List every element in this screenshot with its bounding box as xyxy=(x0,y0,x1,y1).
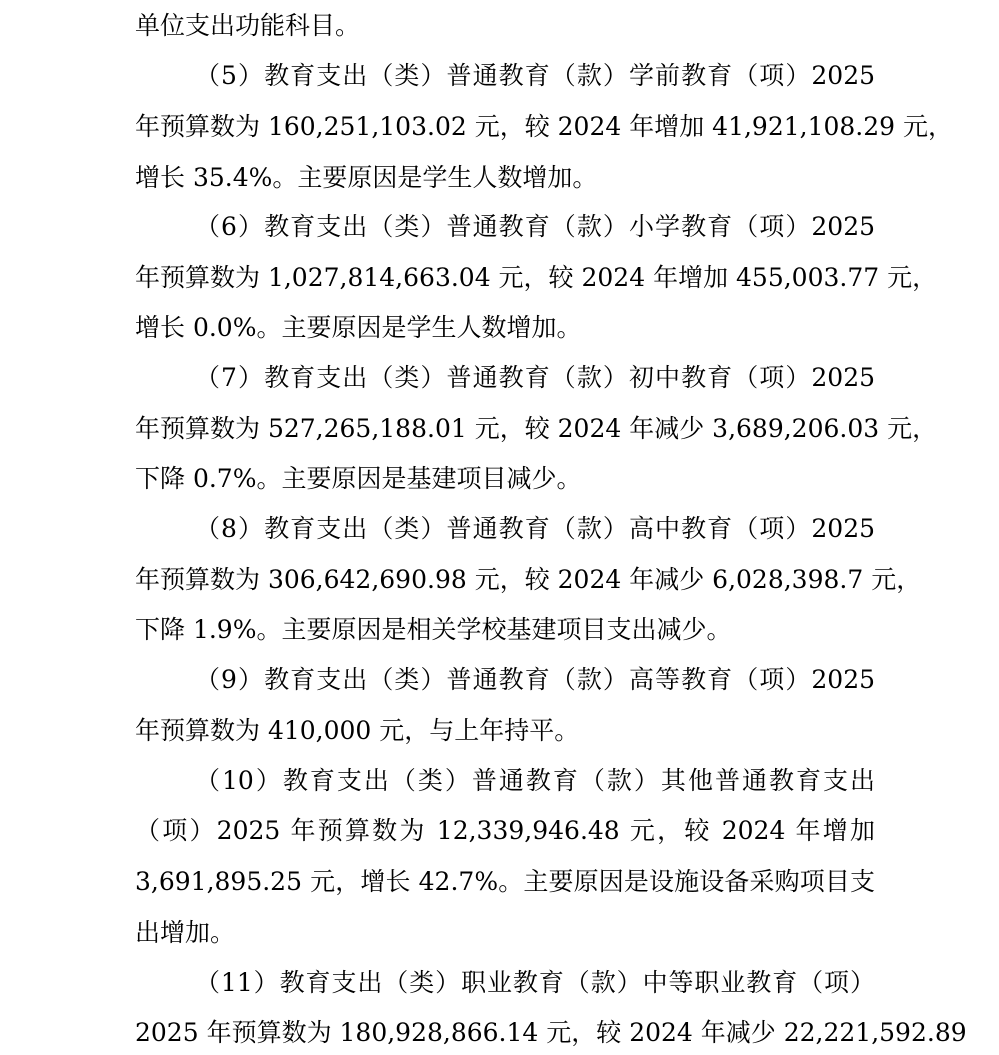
text-line: 单位支出功能科目。 xyxy=(135,11,361,40)
paragraph-5-heading: （5）教育支出（类）普通教育（款）学前教育（项）2025 xyxy=(195,61,875,90)
text-line: 下降 1.9%。主要原因是相关学校基建项目支出减少。 xyxy=(135,615,732,644)
paragraph-7-heading: （7）教育支出（类）普通教育（款）初中教育（项）2025 xyxy=(195,363,875,392)
text-line: 3,691,895.25 元，增长 42.7%。主要原因是设施设备采购项目支 xyxy=(135,867,875,896)
text-line: （项）2025 年预算数为 12,339,946.48 元，较 2024 年增加 xyxy=(135,816,875,845)
text-line: 2025 年预算数为 180,928,866.14 元，较 2024 年减少 22,221,592.89 xyxy=(135,1018,967,1047)
text-line: 增长 0.0%。主要原因是学生人数增加。 xyxy=(135,313,582,342)
text-line: 年预算数为 306,642,690.98 元，较 2024 年减少 6,028,398.7 元， xyxy=(135,565,922,594)
paragraph-10-heading: （10）教育支出（类）普通教育（款）其他普通教育支出 xyxy=(195,766,875,795)
paragraph-11-heading: （11）教育支出（类）职业教育（款）中等职业教育（项） xyxy=(195,968,875,997)
text-line: 年预算数为 1,027,814,663.04 元，较 2024 年增加 455,003.77 元， xyxy=(135,263,938,292)
paragraph-6-heading: （6）教育支出（类）普通教育（款）小学教育（项）2025 xyxy=(195,212,875,241)
text-line: 年预算数为 410,000 元，与上年持平。 xyxy=(135,716,580,745)
paragraph-8-heading: （8）教育支出（类）普通教育（款）高中教育（项）2025 xyxy=(195,514,875,543)
text-line: 下降 0.7%。主要原因是基建项目减少。 xyxy=(135,464,582,493)
paragraph-9-heading: （9）教育支出（类）普通教育（款）高等教育（项）2025 xyxy=(195,665,875,694)
text-line: 年预算数为 527,265,188.01 元，较 2024 年减少 3,689,206.03 元， xyxy=(135,414,938,443)
text-line: 出增加。 xyxy=(135,918,236,947)
text-line: 年预算数为 160,251,103.02 元，较 2024 年增加 41,921,108.29 元， xyxy=(135,112,954,141)
text-line: 增长 35.4%。主要原因是学生人数增加。 xyxy=(135,163,598,192)
